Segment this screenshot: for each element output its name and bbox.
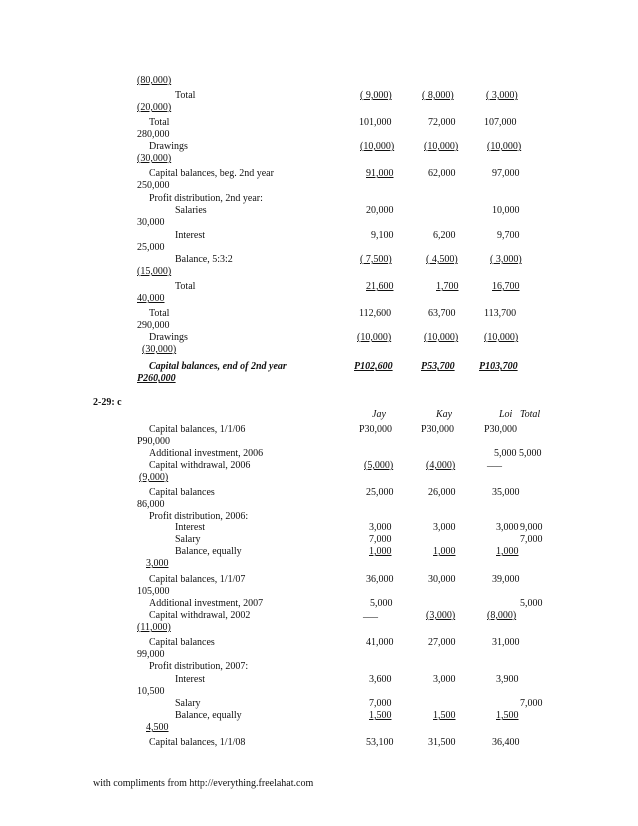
s1-r1-label: Total [175, 90, 196, 101]
s2-r2-label: Capital withdrawal, 2006 [149, 460, 251, 471]
s1-r7-loi: 9,700 [497, 230, 520, 241]
s1-r12-loi: P103,700 [479, 361, 518, 372]
s1-r11-total: (30,000) [142, 344, 177, 355]
col-header-jay: Jay [372, 409, 386, 420]
s1-r10-total: 290,000 [137, 320, 170, 331]
s1-r9-label: Total [175, 281, 196, 292]
s2-r13-jay: 3,600 [369, 674, 392, 685]
s2-r10-kay: (3,000) [426, 610, 456, 621]
s1-r8-loi: ( 3,000) [490, 254, 522, 265]
s1-r1-total: (20,000) [137, 102, 172, 113]
s1-r8-kay: ( 4,500) [426, 254, 458, 265]
s2-r5-jay: 3,000 [369, 522, 392, 533]
s1-r11-kay: (10,000) [424, 332, 459, 343]
s1-r4-jay: 91,000 [366, 168, 394, 179]
s2-r8-kay: 30,000 [428, 574, 456, 585]
s1-r6-total: 30,000 [137, 217, 165, 228]
s2-r11-total: 99,000 [137, 649, 165, 660]
s2-r15-loi: 1,500 [496, 710, 519, 721]
s1-r7-label: Interest [175, 230, 205, 241]
s2-r6-jay: 7,000 [369, 534, 392, 545]
s2-r15-label: Balance, equally [175, 710, 242, 721]
s2-r2-kay: (4,000) [426, 460, 456, 471]
s2-r9-jay: 5,000 [370, 598, 393, 609]
col-header-kay: Kay [436, 409, 453, 420]
s1-r1-kay: ( 8,000) [422, 90, 454, 101]
s1-r0-total: (80,000) [137, 75, 172, 86]
s1-r12-kay: P53,700 [421, 361, 455, 372]
s2-r7-total: 3,000 [146, 558, 169, 569]
s1-r11-loi: (10,000) [484, 332, 519, 343]
s1-r1-loi: ( 3,000) [486, 90, 518, 101]
s2-r0-jay: P30,000 [359, 424, 393, 435]
s1-r2-label: Total [149, 117, 170, 128]
s2-r7-jay: 1,000 [369, 546, 392, 557]
s2-r2-total: (9,000) [139, 472, 169, 483]
s2-r14-label: Salary [175, 698, 201, 709]
s1-r4-loi: 97,000 [492, 168, 520, 179]
s2-r6-total: 7,000 [520, 534, 543, 545]
s2-r15-jay: 1,500 [369, 710, 392, 721]
s1-r3-jay: (10,000) [360, 141, 395, 152]
s2-r14-jay: 7,000 [369, 698, 392, 709]
s1-r10-label: Total [149, 308, 170, 319]
col-header-total: Total [520, 409, 541, 420]
s1-r11-label: Drawings [149, 332, 188, 343]
s2-r3-jay: 25,000 [366, 487, 394, 498]
s1-r9-total: 40,000 [137, 293, 165, 304]
s2-r0-kay: P30,000 [421, 424, 455, 435]
s2-r1-total: 5,000 [519, 448, 542, 459]
s2-r9-label: Additional investment, 2007 [149, 598, 264, 609]
s1-r6-jay: 20,000 [366, 205, 394, 216]
s2-r0-loi: P30,000 [484, 424, 518, 435]
s2-r16-jay: 53,100 [366, 737, 394, 748]
s1-r10-jay: 112,600 [359, 308, 392, 319]
s2-r13-total: 10,500 [137, 686, 165, 697]
col-header-loi: Loi [499, 409, 513, 420]
s1-r2-total: 280,000 [137, 129, 170, 140]
s2-r1-label: Additional investment, 2006 [149, 448, 264, 459]
s2-r5-total: 9,000 [520, 522, 543, 533]
s2-r13-loi: 3,900 [496, 674, 519, 685]
s1-r7-jay: 9,100 [371, 230, 394, 241]
s1-r5-label: Profit distribution, 2nd year: [149, 193, 263, 204]
s2-r2-jay: (5,000) [364, 460, 394, 471]
s1-r10-loi: 113,700 [484, 308, 517, 319]
s1-r12-jay: P102,600 [354, 361, 393, 372]
s2-r0-label: Capital balances, 1/1/06 [149, 424, 246, 435]
problem-heading: 2-29: c [93, 397, 122, 408]
s1-r12-total: P260,000 [137, 373, 176, 384]
s2-r8-loi: 39,000 [492, 574, 520, 585]
s1-r10-kay: 63,700 [428, 308, 456, 319]
s2-r9-total: 5,000 [520, 598, 543, 609]
s1-r12-label: Capital balances, end of 2nd year [149, 361, 287, 372]
s2-r16-label: Capital balances, 1/1/08 [149, 737, 246, 748]
s1-r6-loi: 10,000 [492, 205, 520, 216]
s2-r16-loi: 36,400 [492, 737, 520, 748]
s1-r8-label: Balance, 5:3:2 [175, 254, 233, 265]
s2-r3-loi: 35,000 [492, 487, 520, 498]
s1-r7-kay: 6,200 [433, 230, 456, 241]
s2-r3-total: 86,000 [137, 499, 165, 510]
s1-r8-total: (15,000) [137, 266, 172, 277]
s1-r3-loi: (10,000) [487, 141, 522, 152]
s1-r2-jay: 101,000 [359, 117, 392, 128]
s2-r11-loi: 31,000 [492, 637, 520, 648]
s2-r4-label: Profit distribution, 2006: [149, 511, 249, 522]
s2-r11-jay: 41,000 [366, 637, 394, 648]
s1-r3-label: Drawings [149, 141, 188, 152]
s2-r2-loi: ___ [487, 457, 502, 468]
s1-r2-kay: 72,000 [428, 117, 456, 128]
s2-r10-jay: ___ [363, 608, 378, 619]
s1-r11-jay: (10,000) [357, 332, 392, 343]
s2-r5-loi: 3,000 [496, 522, 519, 533]
s1-r4-label: Capital balances, beg. 2nd year [149, 168, 274, 179]
s2-r0-total: P90,000 [137, 436, 171, 447]
s1-r9-kay: 1,700 [436, 281, 459, 292]
s1-r9-jay: 21,600 [366, 281, 394, 292]
footer-credit: with compliments from http://everything.freelahat.com [93, 778, 314, 789]
s2-r1-loi: 5,000 [494, 448, 517, 459]
s1-r8-jay: ( 7,500) [360, 254, 392, 265]
s2-r16-kay: 31,500 [428, 737, 456, 748]
s1-r6-label: Salaries [175, 205, 207, 216]
s2-r7-kay: 1,000 [433, 546, 456, 557]
s2-r10-total: (11,000) [137, 622, 171, 633]
s2-r13-label: Interest [175, 674, 205, 685]
s2-r3-label: Capital balances [149, 487, 215, 498]
s2-r7-label: Balance, equally [175, 546, 242, 557]
s1-r2-loi: 107,000 [484, 117, 517, 128]
s2-r10-loi: (8,000) [487, 610, 517, 621]
s2-r5-kay: 3,000 [433, 522, 456, 533]
s1-r4-total: 250,000 [137, 180, 170, 191]
s1-r3-kay: (10,000) [424, 141, 459, 152]
s2-r7-loi: 1,000 [496, 546, 519, 557]
s2-r15-kay: 1,500 [433, 710, 456, 721]
s2-r11-kay: 27,000 [428, 637, 456, 648]
s2-r10-label: Capital withdrawal, 2002 [149, 610, 251, 621]
s1-r1-jay: ( 9,000) [360, 90, 392, 101]
s2-r15-total: 4,500 [146, 722, 169, 733]
s1-r9-loi: 16,700 [492, 281, 520, 292]
s2-r11-label: Capital balances [149, 637, 215, 648]
s2-r8-jay: 36,000 [366, 574, 394, 585]
s2-r5-label: Interest [175, 522, 205, 533]
s1-r4-kay: 62,000 [428, 168, 456, 179]
s2-r13-kay: 3,000 [433, 674, 456, 685]
s2-r12-label: Profit distribution, 2007: [149, 661, 249, 672]
s2-r3-kay: 26,000 [428, 487, 456, 498]
s1-r7-total: 25,000 [137, 242, 165, 253]
s1-r3-total: (30,000) [137, 153, 172, 164]
s2-r8-label: Capital balances, 1/1/07 [149, 574, 246, 585]
s2-r14-total: 7,000 [520, 698, 543, 709]
s2-r8-total: 105,000 [137, 586, 170, 597]
s2-r6-label: Salary [175, 534, 201, 545]
